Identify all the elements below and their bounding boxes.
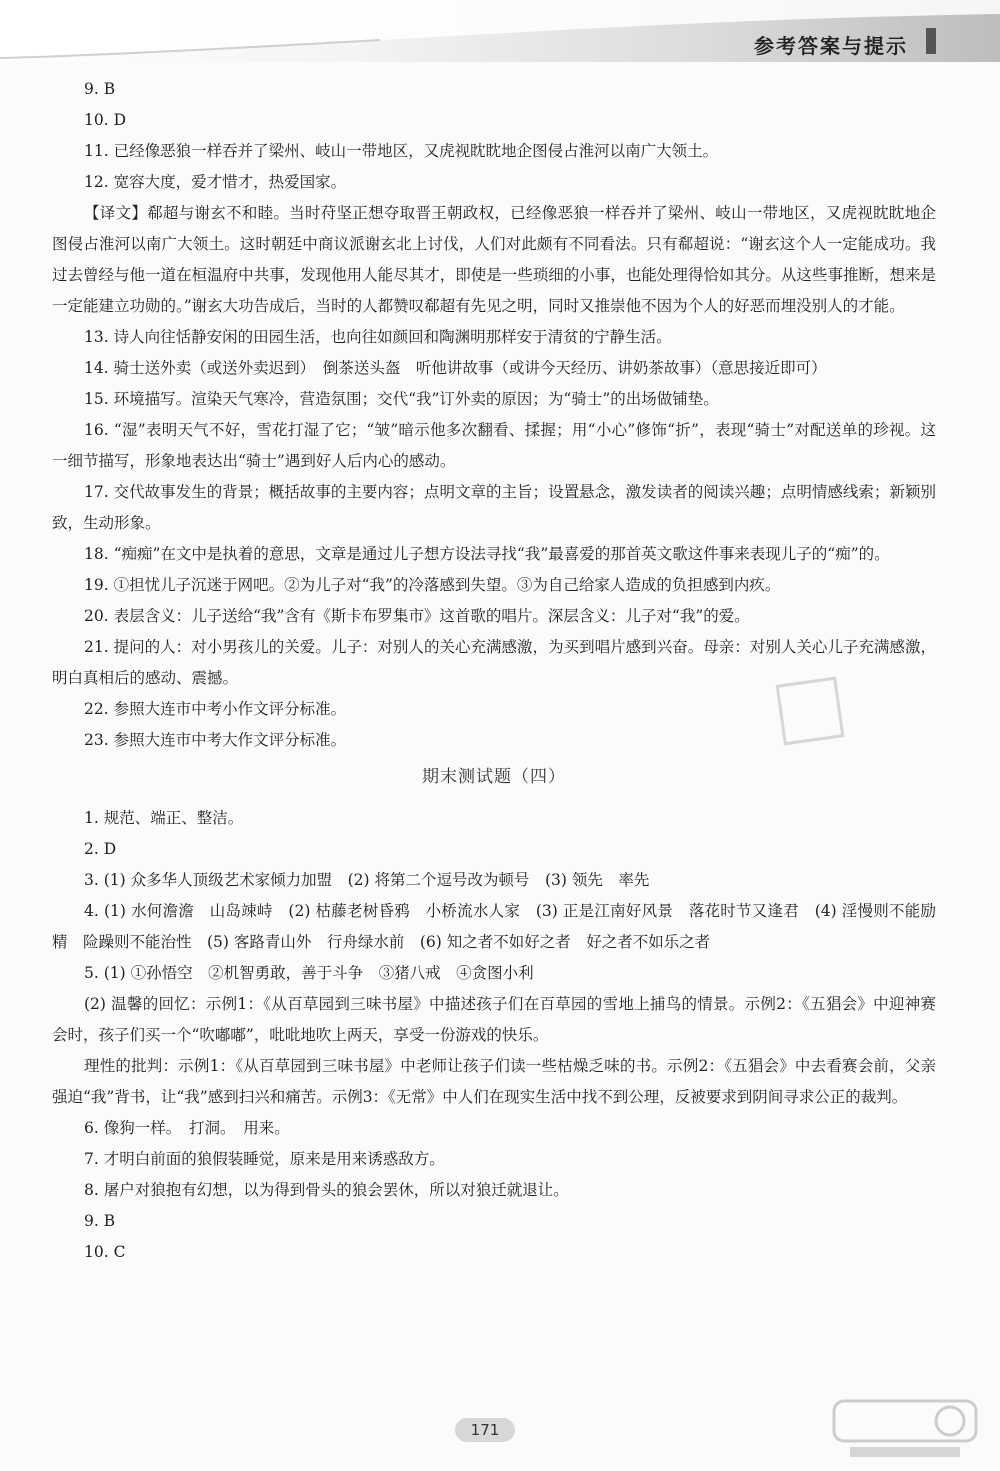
answer-content [52, 74, 936, 1268]
answer-line: 5. (1) ①孙悟空 ②机智勇敢，善于斗争 ③猪八戒 ④贪图小利 [84, 964, 534, 982]
answer-line: 6. 像狗一样。 打洞。 用来。 [84, 1119, 290, 1137]
section-title: 期末测试题（四） [422, 767, 566, 787]
answer-line: 9. B [84, 1212, 116, 1230]
answer-line: (2) 温馨的回忆：示例1：《从百草园到三味书屋》中描述孩子们在百草园的雪地上捕鸟的情景。示例2：《五猖会》中迎神赛会时，孩子们买一个“吹嘟嘟”，吡吡地吹上两天，享受一份游戏的快乐。 [52, 995, 936, 1044]
watermark-logo [830, 1397, 980, 1463]
answer-line: 1. 规范、端正、整洁。 [84, 809, 244, 827]
answer-line: 2. D [84, 840, 117, 858]
answer-line: 7. 才明白前面的狼假装睡觉，原来是用来诱惑敌方。 [84, 1150, 445, 1168]
answer-line: 20. 表层含义：儿子送给“我”含有《斯卡布罗集市》这首歌的唱片。深层含义：儿子对“我”的爱。 [84, 607, 750, 625]
answer-line: 13. 诗人向往恬静安闲的田园生活，也向往如颜回和陶渊明那样安于清贫的宁静生活。 [84, 328, 672, 346]
stamp-mark-image [775, 676, 845, 746]
answer-line: 10. C [84, 1243, 126, 1261]
answer-line: 8. 屠户对狼抱有幻想，以为得到骨头的狼会罢休，所以对狼迁就退让。 [84, 1181, 569, 1199]
answer-line: 11. 已经像恶狼一样吞并了梁州、岐山一带地区，又虎视眈眈地企图侵占淮河以南广大领土。 [84, 142, 719, 160]
header-title: 参考答案与提示 [754, 34, 908, 58]
answer-line: 14. 骑士送外卖（或送外卖迟到） 倒茶送头盔 听他讲故事（或讲今天经历、讲奶茶故事）（意思接近即可） [84, 359, 827, 377]
answer-line: 9. B [84, 80, 116, 98]
header-accent-bar [926, 28, 936, 54]
answer-line: 【译文】郗超与谢玄不和睦。当时苻坚正想夺取晋王朝政权，已经像恶狼一样吞并了梁州、岐山一带地区，又虎视眈眈地企图侵占淮河以南广大领土。这时朝廷中商议派谢玄北上讨伐，人们对此颇有不同看法。只有郗超说：“谢玄这个人一定能成功。我过去曾经与他一道在桓温府中共事，发现他用人能尽其才，即使是一些琐细的小事，也能处理得恰如其分。从这些事推断，想来是一定能建立功勋的。”谢玄大功告成后，当时的人都赞叹郗超有先见之明，同时又推崇他不因为个人的好恶而埋没别人的才能。 [52, 204, 936, 315]
answer-line: 3. (1) 众多华人顶级艺术家倾力加盟 (2) 将第二个逗号改为顿号 (3) 领先 率先 [84, 871, 650, 889]
answer-line: 4. (1) 水何澹澹 山岛竦峙 (2) 枯藤老树昏鸦 小桥流水人家 (3) 正是江南好风景 落花时节又逢君 (4) 淫慢则不能励精 险躁则不能治性 (5) 客路青山外 行舟绿水前 (6) 知之者不如好之者 好之者不如乐之者 [52, 902, 936, 951]
answer-list-part2 [52, 803, 936, 1268]
answer-line: 18. “痴痴”在文中是执着的意思，文章是通过儿子想方设法寻找“我”最喜爱的那首英文歌这件事来表现儿子的“痴”的。 [84, 545, 890, 563]
answer-line: 15. 环境描写。渲染天气寒冷，营造氛围；交代“我”订外卖的原因；为“骑士”的出场做铺垫。 [84, 390, 719, 408]
answer-line: 21. 提问的人：对小男孩儿的关爱。儿子：对别人的关心充满感激，为买到唱片感到兴奋。母亲：对别人关心儿子充满感激，明白真相后的感动、震撼。 [52, 638, 936, 687]
answer-line: 22. 参照大连市中考小作文评分标准。 [84, 700, 347, 718]
answer-list-part1 [52, 74, 936, 756]
page-number: 171 [455, 1418, 515, 1442]
answer-line: 16. “湿”表明天气不好，雪花打湿了它；“皱”暗示他多次翻看、揉握；用“小心”修饰“折”，表现“骑士”对配送单的珍视。这一细节描写，形象地表达出“骑士”遇到好人后内心的感动。 [52, 421, 936, 470]
answer-line: 10. D [84, 111, 127, 129]
answer-line: 12. 宽容大度，爱才惜才，热爱国家。 [84, 173, 347, 191]
answer-line: 17. 交代故事发生的背景；概括故事的主要内容；点明文章的主旨；设置悬念，激发读者的阅读兴趣；点明情感线索；新颖别致，生动形象。 [52, 483, 936, 532]
answer-line: 理性的批判：示例1：《从百草园到三味书屋》中老师让孩子们读一些枯燥乏味的书。示例2：《五猖会》中去看赛会前，父亲强迫“我”背书，让“我”感到扫兴和痛苦。示例3：《无常》中人们在现实生活中找不到公理，反被要求到阴间寻求公正的裁判。 [52, 1057, 936, 1106]
answer-line: 23. 参照大连市中考大作文评分标准。 [84, 731, 347, 749]
answer-line: 19. ①担忧儿子沉迷于网吧。②为儿子对“我”的冷落感到失望。③为自己给家人造成的负担感到内疚。 [84, 576, 781, 594]
